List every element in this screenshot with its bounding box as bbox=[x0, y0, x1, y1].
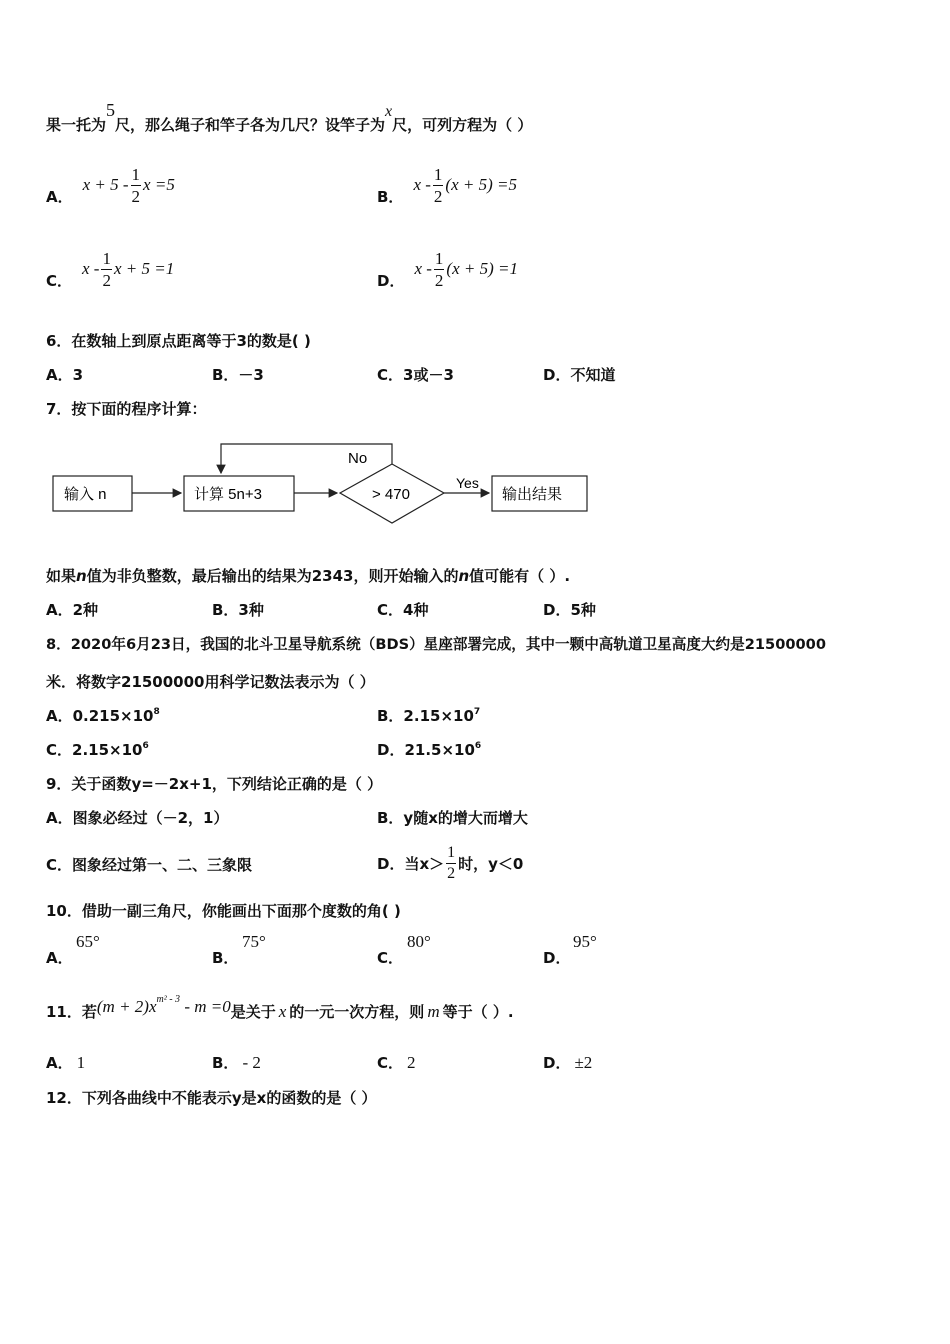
fraction-denominator: 2 bbox=[102, 270, 111, 290]
q9-option-a[interactable]: A．图象必经过（－2，1） bbox=[46, 809, 229, 827]
fraction bbox=[434, 250, 445, 289]
option-label: D． bbox=[543, 1054, 571, 1072]
q8-stem-line1: 8．2020年6月23日，我国的北斗卫星导航系统（BDS）星座部署完成，其中一颗中高轨道卫星高度大约是21500000 bbox=[46, 636, 826, 653]
q6-option-d[interactable]: D．不知道 bbox=[543, 366, 616, 384]
math-term: x + 5 - bbox=[82, 175, 129, 194]
fraction-denominator: 2 bbox=[433, 186, 443, 206]
option-text: 时，y＜0 bbox=[458, 854, 524, 873]
expr-part: - m =0 bbox=[180, 997, 231, 1016]
option-value: - 2 bbox=[242, 1053, 261, 1072]
flow-condition-label: > 470 bbox=[372, 486, 410, 503]
fraction bbox=[131, 166, 142, 205]
q5-stem bbox=[46, 100, 533, 135]
math-term: x - bbox=[82, 259, 100, 278]
q5-stem-five: 5 bbox=[106, 100, 116, 120]
q9-stem: 9．关于函数y=－2x+1，下列结论正确的是（ ） bbox=[46, 775, 383, 793]
option-text: C．2.15×10 bbox=[46, 741, 143, 759]
math-term: x - bbox=[413, 175, 431, 194]
flow-compute-label: 计算 5n+3 bbox=[194, 486, 262, 503]
fraction-numerator: 1 bbox=[434, 248, 444, 268]
q6-option-c[interactable]: C．3或－3 bbox=[377, 366, 454, 384]
expr-part: (m + 2)x bbox=[96, 997, 157, 1016]
q8-stem-line2: 米．将数字21500000用科学记数法表示为（ ） bbox=[46, 673, 375, 691]
q7-option-a[interactable]: A．2种 bbox=[46, 601, 99, 619]
q6-option-b[interactable]: B．－3 bbox=[212, 366, 264, 384]
math-term: x =5 bbox=[143, 175, 175, 194]
option-label: B． bbox=[212, 1054, 239, 1072]
q11-text: 是关于 bbox=[230, 1003, 276, 1021]
q8-option-d[interactable] bbox=[377, 739, 481, 760]
q11-expression bbox=[97, 994, 231, 1017]
q11-option-c[interactable] bbox=[377, 1052, 416, 1073]
math-term: (x + 5) =1 bbox=[446, 259, 518, 278]
var-m: m bbox=[427, 1002, 440, 1021]
q10-option-a[interactable] bbox=[46, 932, 196, 966]
q7-question bbox=[46, 565, 570, 586]
q5-stem-x: x bbox=[385, 103, 393, 120]
q5-option-b[interactable] bbox=[377, 160, 517, 210]
fraction-numerator: 1 bbox=[446, 845, 456, 864]
option-label: C． bbox=[377, 949, 404, 967]
q10-option-b[interactable] bbox=[212, 932, 362, 966]
option-value: 2 bbox=[407, 1053, 416, 1072]
flow-yes-label: Yes bbox=[456, 475, 479, 491]
fraction-numerator: 1 bbox=[102, 248, 111, 268]
var-x: x bbox=[278, 1002, 287, 1021]
q11-option-a[interactable] bbox=[46, 1052, 85, 1073]
q7-option-b[interactable]: B．3种 bbox=[212, 601, 264, 619]
fraction-denominator: 2 bbox=[434, 270, 444, 290]
q11-number: 11．若 bbox=[46, 1003, 97, 1021]
flow-input-label: 输入 n bbox=[64, 486, 107, 503]
exponent: m² - 3 bbox=[156, 994, 181, 1005]
q8-option-c[interactable] bbox=[46, 739, 149, 760]
fraction bbox=[433, 166, 444, 205]
option-label: A． bbox=[46, 949, 73, 967]
angle-value: 75° bbox=[242, 932, 266, 951]
q10-option-c[interactable] bbox=[377, 932, 527, 966]
flow-output-label: 输出结果 bbox=[502, 486, 563, 503]
q11-stem bbox=[46, 994, 514, 1023]
angle-value: 95° bbox=[573, 932, 597, 951]
option-text: A．0.215×10 bbox=[46, 707, 154, 725]
var-n: n bbox=[458, 567, 470, 585]
option-label: D． bbox=[543, 949, 571, 967]
q7-flowchart bbox=[46, 430, 596, 525]
q5-stem-part-b: 尺，那么绳子和竿子各为几尺？设竿子为 bbox=[115, 116, 386, 134]
option-label: A． bbox=[46, 1054, 73, 1072]
fraction-denominator: 2 bbox=[447, 864, 456, 882]
option-label: B． bbox=[377, 187, 404, 206]
option-label: D． bbox=[377, 271, 405, 290]
option-label: C． bbox=[377, 1054, 404, 1072]
q8-option-a[interactable] bbox=[46, 705, 160, 726]
q6-option-a[interactable]: A．3 bbox=[46, 366, 84, 384]
option-value: 1 bbox=[76, 1053, 86, 1072]
math-term: (x + 5) =5 bbox=[445, 175, 517, 194]
flow-output-box bbox=[492, 476, 587, 511]
q7-question-part-b: 值为非负整数，最后输出的结果为2343，则开始输入的 bbox=[86, 567, 459, 585]
q9-option-d[interactable] bbox=[377, 840, 523, 886]
math-term: x - bbox=[414, 259, 432, 278]
option-value: ±2 bbox=[574, 1053, 593, 1072]
flow-input-box bbox=[53, 476, 132, 511]
flow-no-label: No bbox=[348, 450, 368, 467]
option-label: B． bbox=[212, 949, 239, 967]
angle-value: 80° bbox=[407, 932, 431, 951]
q5-option-a[interactable] bbox=[46, 160, 175, 210]
exponent: 7 bbox=[473, 707, 481, 717]
fraction bbox=[446, 845, 456, 882]
q12-stem: 12．下列各曲线中不能表示y是x的函数的是（ ） bbox=[46, 1089, 377, 1107]
option-label: A． bbox=[46, 187, 73, 206]
q10-option-d[interactable] bbox=[543, 932, 693, 966]
q9-option-b[interactable]: B．y随x的增大而增大 bbox=[377, 809, 528, 827]
q8-option-b[interactable] bbox=[377, 705, 480, 726]
q7-question-part-a: 如果 bbox=[46, 567, 77, 585]
exponent: 8 bbox=[153, 707, 160, 717]
q11-text: 的一元一次方程，则 bbox=[289, 1003, 425, 1021]
q5-option-d[interactable] bbox=[377, 244, 518, 294]
flow-condition-diamond bbox=[340, 464, 444, 523]
option-text: D．21.5×10 bbox=[377, 741, 475, 759]
flow-compute-box bbox=[184, 476, 294, 511]
q11-option-b[interactable] bbox=[212, 1052, 261, 1073]
option-text: B．2.15×10 bbox=[377, 707, 474, 725]
exponent: 6 bbox=[474, 741, 482, 751]
q9-option-c[interactable]: C．图象经过第一、二、三象限 bbox=[46, 856, 253, 874]
q5-stem-part-a: 果一托为 bbox=[46, 116, 107, 134]
q5-option-c[interactable] bbox=[46, 244, 174, 294]
fraction bbox=[101, 250, 112, 289]
var-n: n bbox=[76, 567, 87, 585]
q11-text: 等于（ ）. bbox=[442, 1003, 514, 1021]
q7-option-d[interactable]: D．5种 bbox=[543, 601, 596, 619]
angle-value: 65° bbox=[76, 932, 100, 951]
q6-stem: 6．在数轴上到原点距离等于3的数是( ) bbox=[46, 332, 311, 350]
fraction-numerator: 1 bbox=[131, 164, 141, 184]
q11-option-d[interactable] bbox=[543, 1052, 592, 1073]
option-text: D．当x＞ bbox=[377, 854, 445, 873]
exponent: 6 bbox=[142, 741, 149, 751]
q5-stem-part-c: 尺，可列方程为（ ） bbox=[392, 116, 533, 134]
math-term: x + 5 =1 bbox=[113, 259, 175, 278]
fraction-numerator: 1 bbox=[433, 164, 443, 184]
q10-stem: 10．借助一副三角尺，你能画出下面那个度数的角( ) bbox=[46, 902, 401, 920]
q7-option-c[interactable]: C．4种 bbox=[377, 601, 429, 619]
option-label: C． bbox=[46, 271, 73, 290]
fraction-denominator: 2 bbox=[131, 186, 141, 206]
q7-stem: 7．按下面的程序计算： bbox=[46, 400, 207, 418]
q7-question-part-c: 值可能有（ ）. bbox=[469, 567, 571, 585]
